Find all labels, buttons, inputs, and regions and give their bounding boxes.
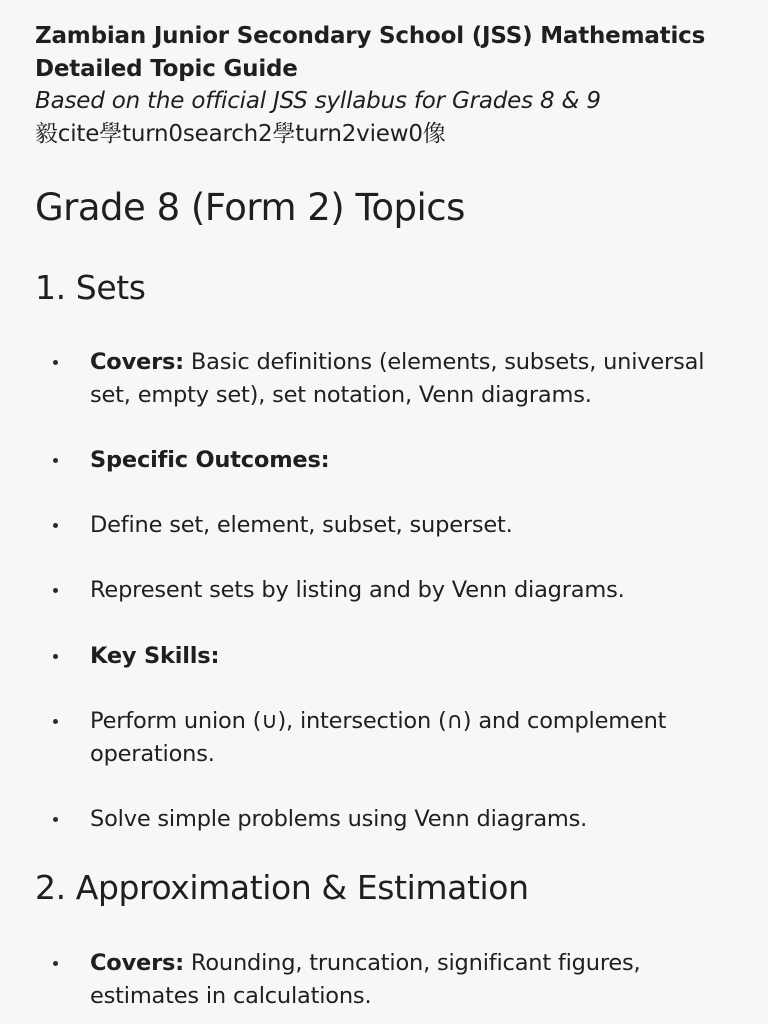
list-item-text <box>90 444 730 477</box>
section-heading: 1. Sets <box>35 268 146 307</box>
list-item-label: Specific Outcomes: <box>90 447 330 473</box>
document-subtitle: Based on the official JSS syllabus for Grades 8 & 9 <box>35 88 601 114</box>
list-item <box>0 444 740 514</box>
list-item-text <box>90 947 730 1013</box>
list-item-description: Perform union (∪), intersection (∩) and complement operations. <box>90 708 667 767</box>
list-item-description: Solve simple problems using Venn diagrams. <box>90 806 588 832</box>
bullet-icon <box>53 588 58 593</box>
bullet-icon <box>53 719 58 724</box>
list-item-label: Key Skills: <box>90 643 220 669</box>
bullet-icon <box>53 523 58 528</box>
citation-line: 毅cite學turn0search2學turn2view0像 <box>35 121 446 147</box>
bullet-icon <box>53 654 58 659</box>
list-item <box>0 346 740 416</box>
list-item <box>0 574 740 644</box>
list-item <box>0 705 740 775</box>
list-item-text <box>90 346 730 412</box>
bullet-icon <box>53 817 58 822</box>
list-item <box>0 947 740 1017</box>
list-item-text <box>90 705 730 771</box>
bullet-icon <box>53 961 58 966</box>
list-item-label: Covers: <box>90 950 184 976</box>
list-item-description: Rounding, truncation, significant figures, estimates in calculations. <box>90 950 641 1009</box>
bullet-icon <box>53 458 58 463</box>
list-item-text <box>90 803 730 836</box>
grade-heading: Grade 8 (Form 2) Topics <box>35 186 465 229</box>
list-item-text <box>90 509 730 542</box>
list-item <box>0 509 740 579</box>
bullet-icon <box>53 360 58 365</box>
document-title: Zambian Junior Secondary School (JSS) Mathematics Detailed Topic Guide <box>35 23 706 82</box>
list-item <box>0 640 740 710</box>
list-item-description: Basic definitions (elements, subsets, universal set, empty set), set notation, Venn diagrams. <box>90 349 705 408</box>
list-item-description: Represent sets by listing and by Venn diagrams. <box>90 577 625 603</box>
list-item <box>0 803 740 873</box>
list-item-text <box>90 640 730 673</box>
list-item-description: Define set, element, subset, superset. <box>90 512 513 538</box>
section-heading: 2. Approximation & Estimation <box>35 868 529 907</box>
list-item-label: Covers: <box>90 349 184 375</box>
list-item-text <box>90 574 730 607</box>
